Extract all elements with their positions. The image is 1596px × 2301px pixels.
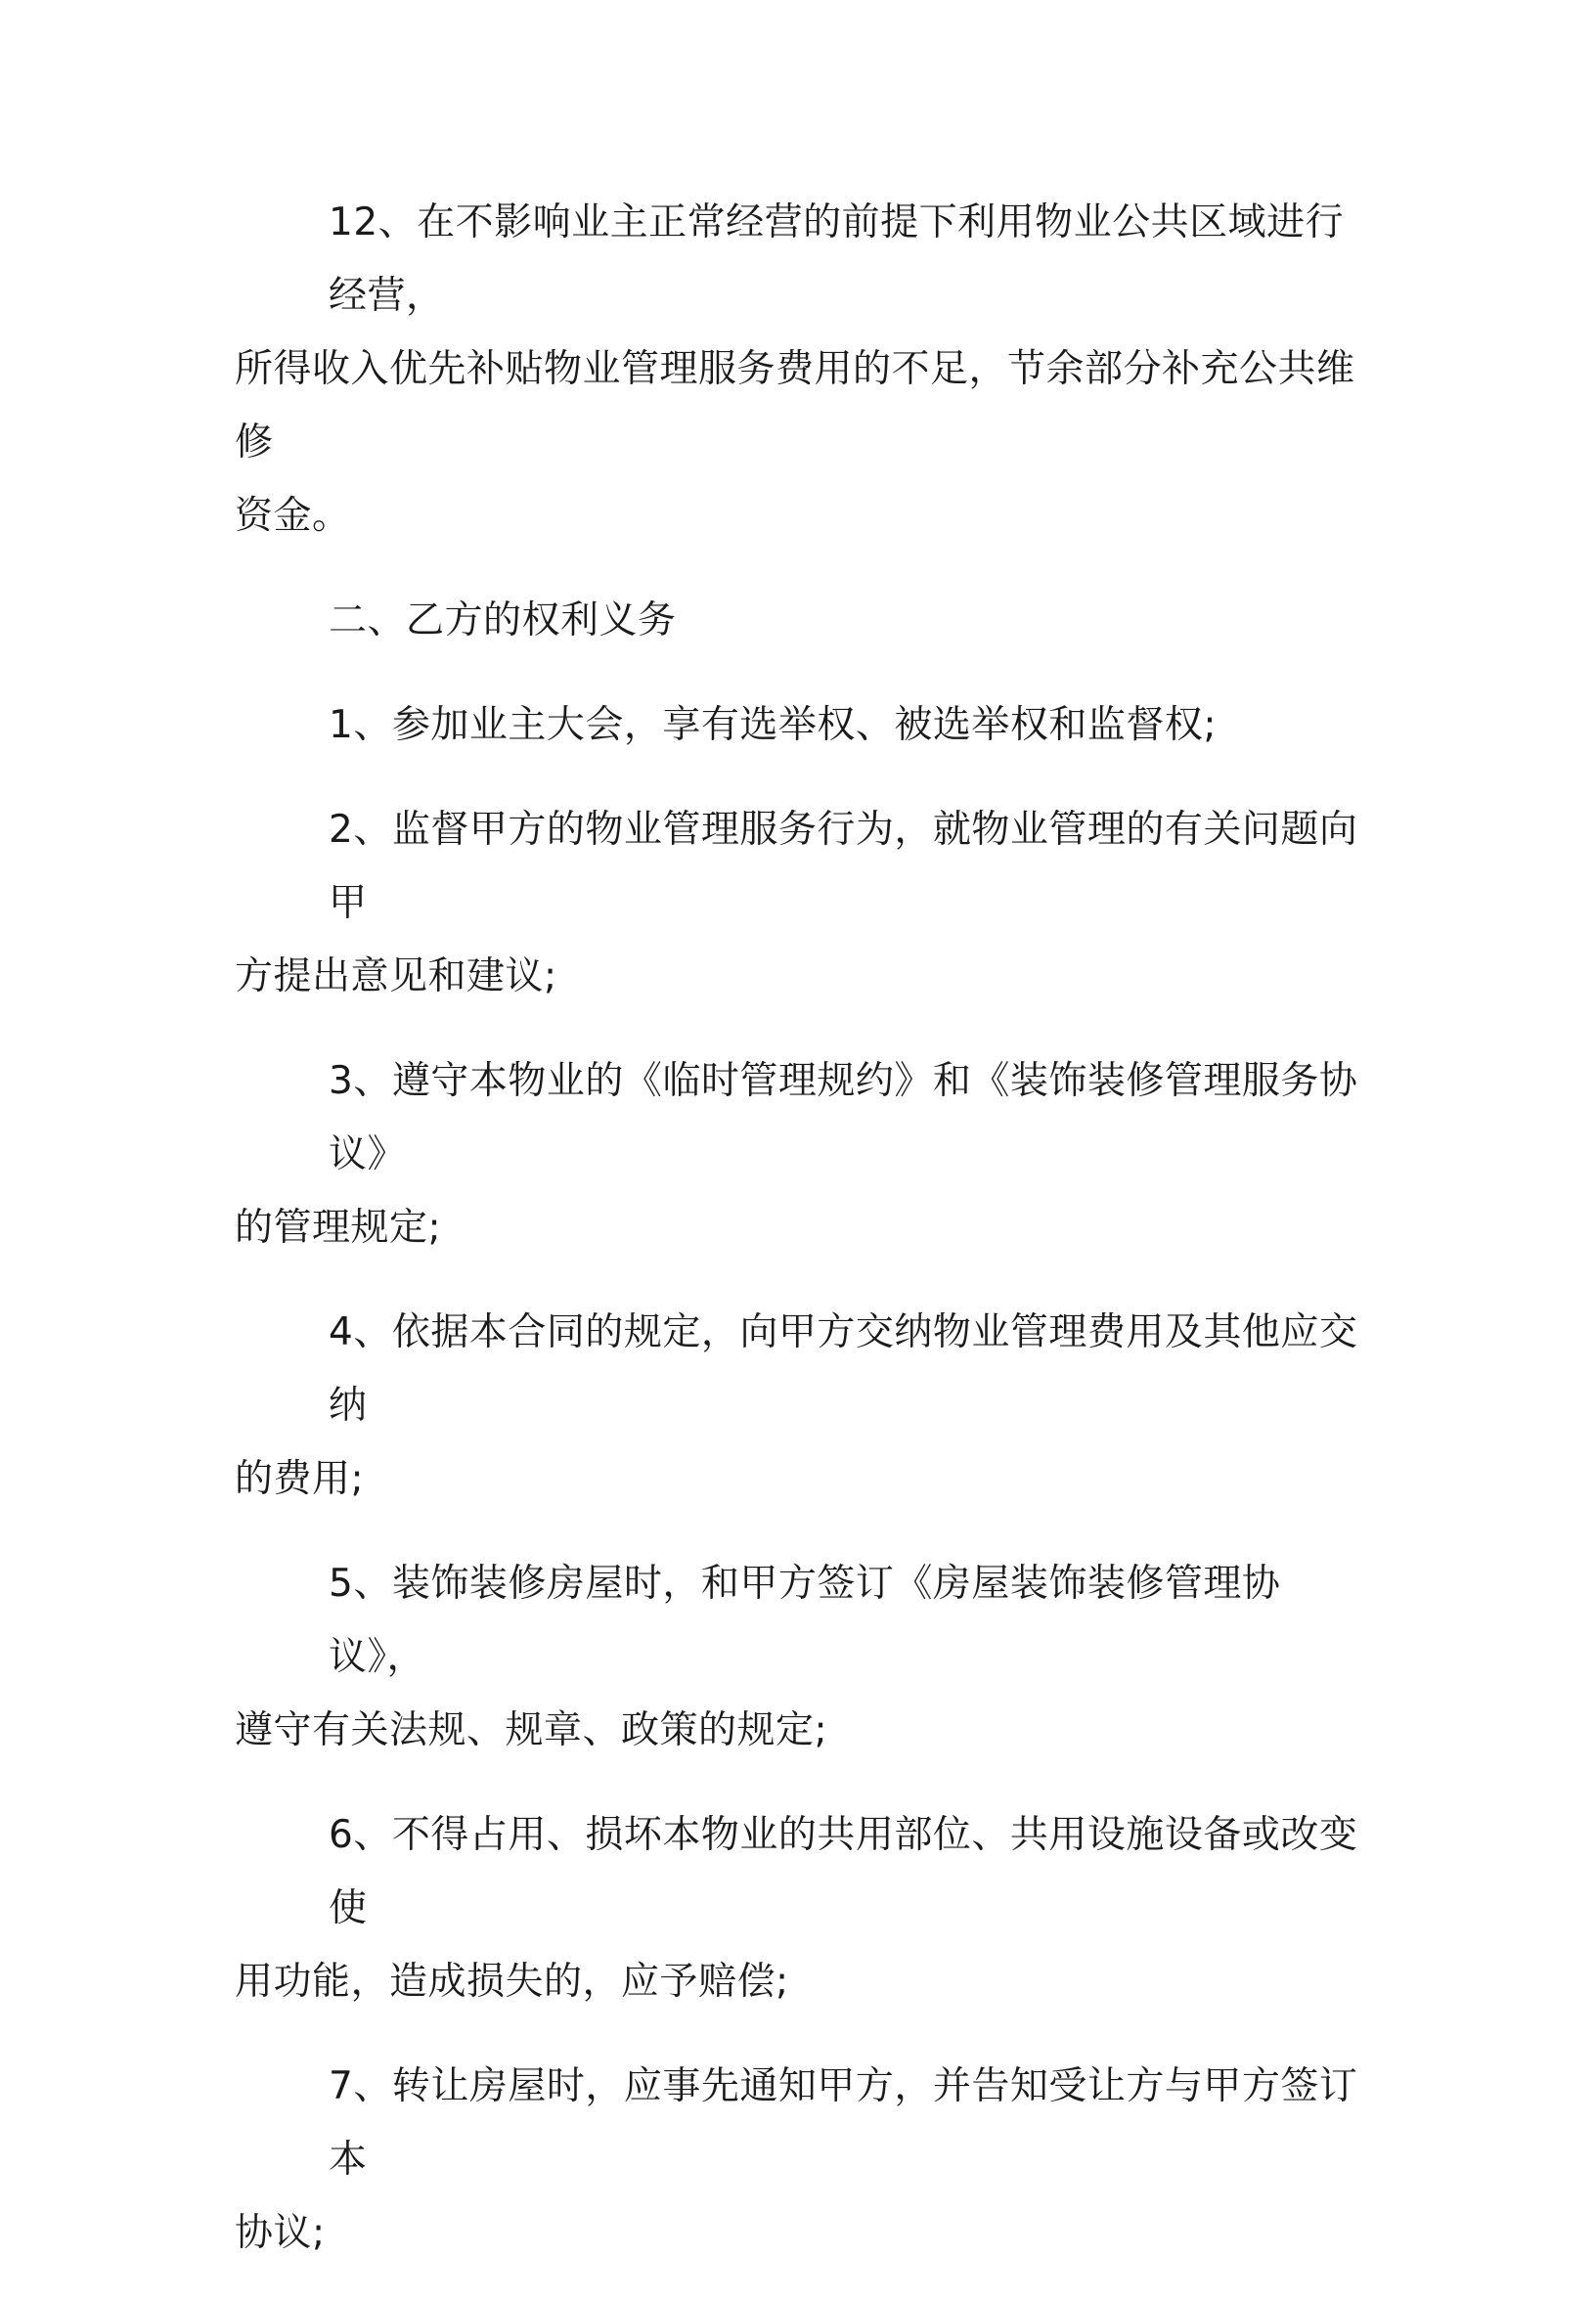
paragraph-line: 4、依据本合同的规定，向甲方交纳物业管理费用及其他应交纳: [329, 1310, 1358, 1428]
paragraph-line: 5、装饰装修房屋时，和甲方签订《房屋装饰装修管理协议》，: [329, 1562, 1281, 1679]
paragraph-line: 资金。: [235, 494, 351, 538]
paragraph-line: 7、转让房屋时，应事先通知甲方，并告知受让方与甲方签订本: [329, 2064, 1358, 2182]
paragraph-line: 协议;: [235, 2211, 326, 2255]
paragraph-item-4: [235, 1296, 1359, 1516]
paragraph-item-2: [235, 793, 1359, 1013]
paragraph-line: 12、在不影响业主正常经营的前提下利用物业公共区域进行经营，: [329, 200, 1345, 318]
paragraph-line: 6、不得占用、损坏本物业的共用部位、共用设施设备或改变使: [329, 1813, 1358, 1930]
paragraph-line: 遵守有关法规、规章、政策的规定;: [235, 1708, 828, 1752]
paragraph-line: 所得收入优先补贴物业管理服务费用的不足，节余部分补充公共维修: [235, 347, 1355, 465]
paragraph-line: 2、监督甲方的物业管理服务行为，就物业管理的有关问题向甲: [329, 808, 1358, 925]
paragraph-item-5: [235, 1547, 1359, 1767]
section-heading-text: 二、乙方的权利义务: [329, 598, 677, 642]
paragraph-line: 3、遵守本物业的《临时管理规约》和《装饰装修管理服务协议》: [329, 1059, 1358, 1176]
section-heading: [235, 584, 1359, 657]
paragraph-line: 用功能，造成损失的，应予赔偿;: [235, 1960, 789, 2004]
paragraph-item-6: [235, 1798, 1359, 2018]
paragraph-line: 1、参加业主大会，享有选举权、被选举权和监督权;: [329, 703, 1217, 747]
paragraph-item-12: [235, 186, 1359, 553]
paragraph-line: 的费用;: [235, 1457, 365, 1501]
paragraph-item-3: [235, 1044, 1359, 1264]
document-body: [235, 186, 1359, 2301]
paragraph-line: 的管理规定;: [235, 1206, 442, 1250]
paragraph-line: 方提出意见和建议;: [235, 954, 557, 998]
paragraph-item-1: [235, 688, 1359, 762]
paragraph-item-7: [235, 2050, 1359, 2270]
